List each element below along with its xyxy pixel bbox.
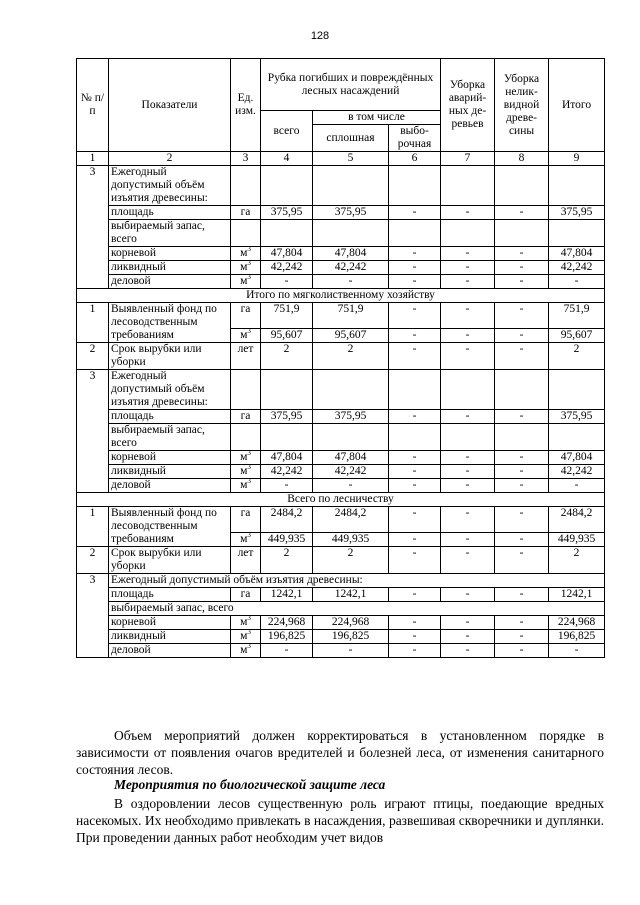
paragraph-adjustment: Объем мероприятий должен корректироваться в установленном порядке в зависимости от появления очагов вредителей и болезней леса, от изменения санитарного состояния лесов. <box>76 728 604 777</box>
table-row <box>77 247 605 261</box>
unit-text: м <box>240 261 248 273</box>
empty-cell <box>231 370 261 410</box>
value-cell: 751,9 <box>549 303 605 329</box>
value-cell: 2 <box>549 343 605 370</box>
unit-text: м <box>240 630 248 642</box>
unit-exponent: 3 <box>247 629 251 637</box>
unit-cell: га <box>231 588 261 602</box>
unit-exponent: 3 <box>247 643 251 651</box>
value-cell: 449,935 <box>313 533 389 547</box>
table-row <box>77 479 605 493</box>
unit-text: м <box>240 479 248 491</box>
empty-cell <box>441 424 495 451</box>
value-cell: - <box>441 343 495 370</box>
value-cell: 2 <box>313 343 389 370</box>
row-label: деловой <box>109 644 231 658</box>
unit-cell: лет <box>231 343 261 370</box>
col-selective-header: выбо-рочная <box>389 125 441 152</box>
section-heading: Мероприятия по биологической защите леса <box>114 777 386 792</box>
row-label: ликвидный <box>109 261 231 275</box>
unit-text: м <box>240 275 248 287</box>
row-label: корневой <box>109 616 231 630</box>
table-row <box>77 410 605 424</box>
section-title: Итого по мягколиственному хозяйству <box>77 289 605 303</box>
value-cell: - <box>389 261 441 275</box>
value-cell: - <box>495 247 549 261</box>
unit-cell <box>231 479 261 493</box>
table-row <box>77 602 605 616</box>
value-cell: 375,95 <box>261 410 313 424</box>
value-cell: - <box>441 247 495 261</box>
section-title: Всего по лесничеству <box>77 493 605 507</box>
value-cell: 196,825 <box>261 630 313 644</box>
value-cell: - <box>441 533 495 547</box>
col-emergency-header: Уборка аварий-ных де-ревьев <box>441 59 495 152</box>
value-cell: - <box>313 644 389 658</box>
value-cell: 449,935 <box>261 533 313 547</box>
value-cell: 1242,1 <box>549 588 605 602</box>
unit-exponent: 3 <box>247 532 251 540</box>
value-cell: - <box>495 275 549 289</box>
value-cell: 47,804 <box>549 451 605 465</box>
empty-cell <box>231 166 261 206</box>
unit-cell <box>231 465 261 479</box>
row-label: выбираемый запас, всего <box>109 220 231 247</box>
row-number: 3 <box>77 574 109 658</box>
value-cell: - <box>389 451 441 465</box>
empty-cell <box>441 220 495 247</box>
value-cell: - <box>261 479 313 493</box>
row-label: площадь <box>109 588 231 602</box>
empty-cell <box>495 166 549 206</box>
row-number: 1 <box>77 303 109 343</box>
unit-exponent: 3 <box>247 328 251 336</box>
value-cell: 196,825 <box>313 630 389 644</box>
value-cell: - <box>495 616 549 630</box>
col-unwanted-header: Уборка нелик-видной древе-сины <box>495 59 549 152</box>
value-cell: - <box>389 329 441 343</box>
value-cell: - <box>495 644 549 658</box>
value-cell: - <box>495 630 549 644</box>
value-cell: - <box>441 329 495 343</box>
value-cell: 95,607 <box>549 329 605 343</box>
empty-cell <box>549 220 605 247</box>
value-cell: - <box>389 644 441 658</box>
col-number: 5 <box>313 152 389 166</box>
col-number: 2 <box>109 152 231 166</box>
table-row <box>77 289 605 303</box>
value-cell: - <box>441 644 495 658</box>
col-number: 7 <box>441 152 495 166</box>
table-row <box>77 630 605 644</box>
value-cell: 42,242 <box>261 465 313 479</box>
row-label: площадь <box>109 410 231 424</box>
unit-text: м <box>240 247 248 259</box>
empty-cell <box>549 370 605 410</box>
unit-exponent: 3 <box>247 478 251 486</box>
unit-text: м <box>240 533 248 545</box>
unit-text: м <box>240 451 248 463</box>
unit-text: м <box>240 616 248 628</box>
value-cell: - <box>441 303 495 329</box>
unit-cell <box>231 616 261 630</box>
table-row <box>77 424 605 451</box>
value-cell: 42,242 <box>549 261 605 275</box>
page-number: 128 <box>310 30 330 42</box>
unit-cell <box>231 533 261 547</box>
col-number: 6 <box>389 152 441 166</box>
value-cell: 42,242 <box>549 465 605 479</box>
row-label: Срок вырубки или уборки <box>109 547 231 574</box>
row-label: площадь <box>109 206 231 220</box>
value-cell: - <box>441 206 495 220</box>
value-cell: - <box>441 451 495 465</box>
unit-exponent: 3 <box>247 274 251 282</box>
value-cell: 47,804 <box>549 247 605 261</box>
col-total-header: Итого <box>549 59 605 152</box>
unit-cell: га <box>231 410 261 424</box>
table-row <box>77 507 605 533</box>
row-label: выбираемый запас, всего <box>109 602 605 616</box>
unit-cell <box>231 247 261 261</box>
row-label: ликвидный <box>109 630 231 644</box>
value-cell: - <box>389 410 441 424</box>
value-cell: 2 <box>261 547 313 574</box>
table-row <box>77 616 605 630</box>
value-cell: - <box>389 630 441 644</box>
value-cell: - <box>549 275 605 289</box>
value-cell: 47,804 <box>313 451 389 465</box>
value-cell: 1242,1 <box>313 588 389 602</box>
value-cell: - <box>441 507 495 533</box>
table-row <box>77 370 605 410</box>
table-row <box>77 547 605 574</box>
row-number: 1 <box>77 507 109 547</box>
empty-cell <box>261 424 313 451</box>
value-cell: - <box>389 465 441 479</box>
table-row <box>77 451 605 465</box>
value-cell: 47,804 <box>313 247 389 261</box>
value-cell: 42,242 <box>313 465 389 479</box>
value-cell: 42,242 <box>261 261 313 275</box>
value-cell: - <box>389 303 441 329</box>
table-row <box>77 275 605 289</box>
unit-exponent: 3 <box>247 450 251 458</box>
table-row <box>77 303 605 329</box>
table-row <box>77 206 605 220</box>
value-cell: - <box>441 547 495 574</box>
empty-cell <box>441 166 495 206</box>
empty-cell <box>495 424 549 451</box>
value-cell: - <box>495 451 549 465</box>
empty-cell <box>389 220 441 247</box>
paragraph-birds: В оздоровлении лесов существенную роль играют птицы, поедающие вредных насекомых. Их необходимо привлекать в насаждения, развешивая скворечники и дуплянки. При проведении данных работ необходим учет видов <box>76 796 604 845</box>
value-cell: - <box>389 247 441 261</box>
table-row <box>77 166 605 206</box>
value-cell: 751,9 <box>313 303 389 329</box>
table-row <box>77 465 605 479</box>
row-number: 3 <box>77 166 109 289</box>
unit-exponent: 3 <box>247 260 251 268</box>
table-row <box>77 588 605 602</box>
value-cell: - <box>441 616 495 630</box>
empty-cell <box>389 166 441 206</box>
value-cell: - <box>389 275 441 289</box>
value-cell: 47,804 <box>261 451 313 465</box>
unit-exponent: 3 <box>247 464 251 472</box>
value-cell: - <box>495 261 549 275</box>
value-cell: - <box>495 479 549 493</box>
table-row <box>77 220 605 247</box>
value-cell: - <box>495 465 549 479</box>
value-cell: - <box>389 547 441 574</box>
empty-cell <box>549 166 605 206</box>
value-cell: - <box>549 644 605 658</box>
row-label: деловой <box>109 275 231 289</box>
value-cell: 224,968 <box>549 616 605 630</box>
value-cell: - <box>389 507 441 533</box>
empty-cell <box>261 370 313 410</box>
col-number: 1 <box>77 152 109 166</box>
value-cell: 95,607 <box>313 329 389 343</box>
value-cell: - <box>441 630 495 644</box>
felling-group-header: Рубка погибших и повреждённых лесных насаждений <box>261 59 441 111</box>
unit-cell: га <box>231 206 261 220</box>
table-row <box>77 343 605 370</box>
table-row <box>77 574 605 588</box>
empty-cell <box>231 220 261 247</box>
value-cell: - <box>389 479 441 493</box>
value-cell: - <box>495 588 549 602</box>
col-number: 9 <box>549 152 605 166</box>
row-label: корневой <box>109 247 231 261</box>
row-label: Выявленный фонд по лесоводственным требованиям <box>109 507 231 547</box>
value-cell: 375,95 <box>313 206 389 220</box>
value-cell: 2 <box>261 343 313 370</box>
value-cell: - <box>495 533 549 547</box>
unit-cell <box>231 630 261 644</box>
table-row <box>77 261 605 275</box>
row-label: Ежегодный допустимый объём изъятия древесины: <box>109 166 231 206</box>
value-cell: 196,825 <box>549 630 605 644</box>
row-number: 3 <box>77 370 109 493</box>
table-row <box>77 644 605 658</box>
col-clear-header: сплошная <box>313 125 389 152</box>
empty-cell <box>495 370 549 410</box>
unit-cell: лет <box>231 547 261 574</box>
empty-cell <box>549 424 605 451</box>
value-cell: 42,242 <box>313 261 389 275</box>
value-cell: - <box>495 410 549 424</box>
value-cell: - <box>389 206 441 220</box>
value-cell: 449,935 <box>549 533 605 547</box>
unit-cell <box>231 275 261 289</box>
col-number: 3 <box>231 152 261 166</box>
row-label: Выявленный фонд по лесоводственным требованиям <box>109 303 231 343</box>
empty-cell <box>313 166 389 206</box>
col-num-header: № п/п <box>77 59 109 152</box>
value-cell: 224,968 <box>313 616 389 630</box>
row-label: Ежегодный допустимый объём изъятия древесины: <box>109 574 605 588</box>
value-cell: 1242,1 <box>261 588 313 602</box>
value-cell: - <box>441 275 495 289</box>
unit-cell: га <box>231 507 261 533</box>
value-cell: - <box>261 275 313 289</box>
empty-cell <box>261 166 313 206</box>
value-cell: - <box>441 410 495 424</box>
value-cell: 375,95 <box>261 206 313 220</box>
unit-exponent: 3 <box>247 246 251 254</box>
empty-cell <box>313 370 389 410</box>
value-cell: - <box>495 303 549 329</box>
value-cell: - <box>389 343 441 370</box>
empty-cell <box>313 220 389 247</box>
unit-cell <box>231 329 261 343</box>
column-numbers-row <box>77 152 605 166</box>
row-label: корневой <box>109 451 231 465</box>
unit-text: м <box>240 329 248 341</box>
value-cell: - <box>441 588 495 602</box>
row-label: Ежегодный допустимый объём изъятия древесины: <box>109 370 231 410</box>
row-number: 2 <box>77 547 109 574</box>
value-cell: 2484,2 <box>313 507 389 533</box>
unit-text: м <box>240 644 248 656</box>
empty-cell <box>313 424 389 451</box>
value-cell: 375,95 <box>549 206 605 220</box>
empty-cell <box>495 220 549 247</box>
value-cell: - <box>495 547 549 574</box>
unit-cell <box>231 261 261 275</box>
value-cell: 375,95 <box>313 410 389 424</box>
value-cell: - <box>495 206 549 220</box>
unit-cell <box>231 644 261 658</box>
unit-cell: га <box>231 303 261 329</box>
value-cell: 224,968 <box>261 616 313 630</box>
col-indicators-header: Показатели <box>109 59 231 152</box>
value-cell: - <box>549 479 605 493</box>
value-cell: - <box>495 329 549 343</box>
col-unit-header: Ед. изм. <box>231 59 261 152</box>
value-cell: 2484,2 <box>261 507 313 533</box>
unit-exponent: 3 <box>247 615 251 623</box>
felling-table <box>76 58 605 658</box>
row-label: ликвидный <box>109 465 231 479</box>
value-cell: 2 <box>313 547 389 574</box>
value-cell: - <box>313 479 389 493</box>
col-felling-total-header: всего <box>261 111 313 152</box>
col-number: 8 <box>495 152 549 166</box>
value-cell: - <box>495 507 549 533</box>
value-cell: - <box>389 616 441 630</box>
empty-cell <box>231 424 261 451</box>
empty-cell <box>261 220 313 247</box>
row-number: 2 <box>77 343 109 370</box>
col-number: 4 <box>261 152 313 166</box>
value-cell: 47,804 <box>261 247 313 261</box>
row-label: выбираемый запас, всего <box>109 424 231 451</box>
value-cell: 375,95 <box>549 410 605 424</box>
empty-cell <box>441 370 495 410</box>
unit-text: м <box>240 465 248 477</box>
value-cell: 95,607 <box>261 329 313 343</box>
value-cell: - <box>313 275 389 289</box>
value-cell: - <box>389 533 441 547</box>
including-header: в том числе <box>313 111 441 125</box>
empty-cell <box>389 370 441 410</box>
table-row <box>77 493 605 507</box>
value-cell: - <box>495 343 549 370</box>
empty-cell <box>389 424 441 451</box>
value-cell: 751,9 <box>261 303 313 329</box>
value-cell: 2484,2 <box>549 507 605 533</box>
row-label: деловой <box>109 479 231 493</box>
value-cell: - <box>441 261 495 275</box>
value-cell: - <box>441 465 495 479</box>
value-cell: 2 <box>549 547 605 574</box>
value-cell: - <box>441 479 495 493</box>
value-cell: - <box>261 644 313 658</box>
unit-cell <box>231 451 261 465</box>
row-label: Срок вырубки или уборки <box>109 343 231 370</box>
value-cell: - <box>389 588 441 602</box>
